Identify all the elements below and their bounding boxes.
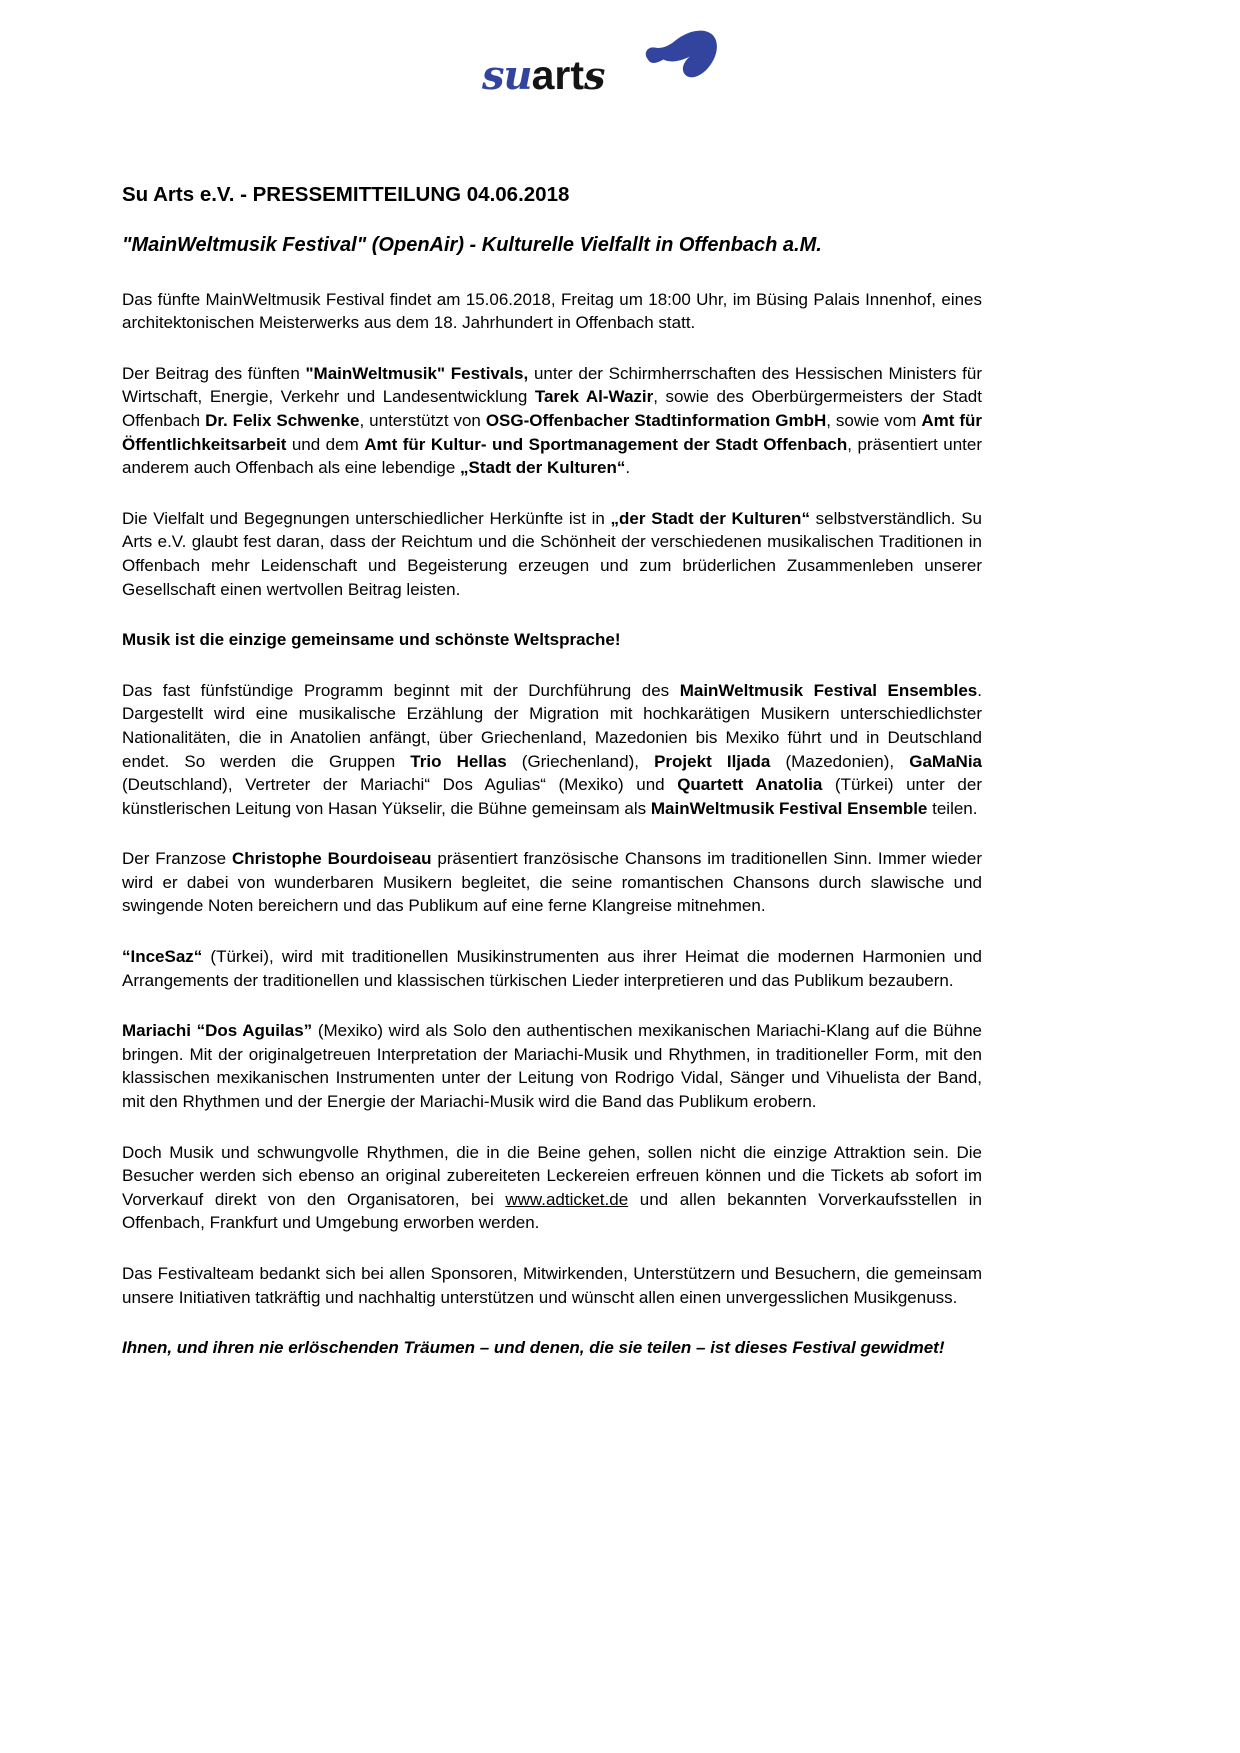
body-text: Doch Musik und schwungvolle Rhythmen, die in die Beine gehen, sollen nicht die einzige Attraktion sein. Die Besucher werden sich ebenso an original zubereiteten Leckereien erfreuen können und die Tickets ab sofort im Vorverkauf direkt von den Organisatoren, bei [122, 1142, 982, 1209]
body-text: . Dargestellt wird eine musikalische Erzählung der Migration mit hochkarätigen Musikern unterschiedlichster Nationalitäten, die in Anatolien anfängt, über Griechenland, Mazedonien bis Mexiko führt und in Deutschland endet. So werden die Gruppen [122, 680, 982, 771]
paragraph-diversity [122, 507, 982, 601]
paragraph-program [122, 679, 982, 821]
body-text: (Griechenland), [506, 751, 655, 771]
statement-dedication [122, 1336, 982, 1360]
body-text: teilen. [927, 798, 978, 818]
body-text: unter der Schirmherrschaften des Hessischen Ministers für Wirtschaft, Energie, Verkehr und Landesentwicklung [122, 363, 983, 407]
body-text: und allen bekannten Vorverkaufsstellen in Offenbach, Frankfurt und Umgebung erworben werden. [122, 1189, 982, 1233]
document-content [122, 183, 982, 1387]
body-text: Der Franzose [122, 849, 232, 869]
emphasized-text: Amt für Öffentlichkeitsarbeit [122, 410, 982, 454]
body-text: (Deutschland), Vertreter der Mariachi“ Dos Agulias“ (Mexiko) und [122, 775, 678, 795]
swoosh-icon [642, 24, 718, 86]
logo-text-art: art [531, 52, 585, 98]
emphasized-text: Trio Hellas [410, 751, 507, 771]
paragraph-intro [122, 288, 982, 335]
emphasized-text: MainWeltmusik Festival Ensemble [650, 798, 928, 818]
body-text: Das Festivalteam bedankt sich bei allen Sponsoren, Mitwirkenden, Unterstützern und Besuchern, die gemeinsam unsere Initiativen tatkräftig und nachhaltig unterstützen und wünscht allen einen unvergesslichen Musikgenuss. [122, 1264, 982, 1307]
emphasized-text: OSG-Offenbacher Stadtinformation GmbH [485, 410, 827, 430]
emphasized-text: MainWeltmusik Festival Ensembles [679, 680, 978, 700]
logo-text-s: s [584, 53, 606, 98]
paragraph-bourdoiseau [122, 847, 982, 918]
body-text: . [625, 458, 631, 478]
emphasized-text: Quartett Anatolia [677, 775, 823, 795]
body-text: (Mazedonien), [770, 751, 910, 771]
body-text: (Mexiko) wird als Solo den authentischen mexikanischen Mariachi-Klang auf die Bühne bringen. Mit der originalgetreuen Interpretation der Mariachi-Musik und Rhythmen, in traditioneller Form, mit den klassischen mexikanischen Instrumenten unter der Leitung von Rodrigo Vidal, Sänger und Vihuelista der Band, mit den Rhythmen und der Energie der Mariachi-Musik wird die Band das Publikum erobern. [122, 1021, 982, 1112]
emphasized-text: Amt für Kultur- und Sportmanagement der Stadt Offenbach [364, 434, 848, 454]
emphasized-text: GaMaNia [909, 751, 982, 771]
body-text: , unterstützt von [359, 410, 486, 430]
body-text: , sowie des Oberbürgermeisters der Stadt Offenbach [122, 387, 982, 430]
body-text: präsentiert französische Chansons im traditionellen Sinn. Immer wieder wird er dabei von wunderbaren Musikern begleitet, die seine romantischen Chansons durch slawische und swingende Noten bereichern und das Publikum auf eine ferne Klangreise mitnehmen. [122, 849, 982, 916]
body-text: und dem [286, 434, 365, 454]
body-text: (Türkei) unter der künstlerischen Leitung von Hasan Yükselir, die Bühne gemeinsam als [122, 775, 982, 818]
emphasized-text: „Stadt der Kulturen“ [460, 458, 626, 478]
emphasized-text: Projekt Iljada [654, 751, 771, 771]
body-text: Musik ist die einzige gemeinsame und schönste Weltsprache! [122, 630, 621, 650]
emphasized-text: "MainWeltmusik" Festivals, [305, 363, 529, 383]
emphasized-text: Tarek Al-Wazir [534, 387, 654, 407]
document-body [122, 288, 982, 1360]
paragraph-tickets [122, 1141, 982, 1235]
suarts-logo-text [482, 52, 606, 99]
paragraph-mariachi [122, 1019, 982, 1113]
body-text: Das fast fünfstündige Programm beginnt mit der Durchführung des [122, 680, 680, 700]
body-text: selbstverständlich. Su Arts e.V. glaubt fest daran, dass der Reichtum und die Schönheit der verschiedenen musikalischen Traditionen in Offenbach mehr Leidenschaft und Begeisterung erzeugen und zum brüderlichen Zusammenleben unserer Gesellschaft einen wertvollen Beitrag leisten. [122, 508, 982, 599]
body-text: Der Beitrag des fünften [122, 363, 306, 383]
statement-music [122, 628, 982, 652]
body-text: (Türkei), wird mit traditionellen Musikinstrumenten aus ihrer Heimat die modernen Harmonien und Arrangements der traditionellen und klassischen türkischen Lieder interpretieren und das Publikum bezaubern. [122, 947, 982, 990]
emphasized-text: Dr. Felix Schwenke [205, 410, 360, 430]
logo-text-su: su [482, 52, 532, 99]
emphasized-text: Mariachi “Dos Aguilas” [122, 1021, 313, 1041]
emphasized-text: Christophe Bourdoiseau [231, 849, 432, 869]
emphasized-text: „der Stadt der Kulturen“ [610, 508, 810, 528]
paragraph-incesaz [122, 945, 982, 992]
body-text: , sowie vom [826, 410, 922, 430]
suarts-logo [482, 28, 722, 98]
emphasized-text: “InceSaz“ [122, 947, 203, 967]
press-release-subtitle: "MainWeltmusik Festival" (OpenAir) - Kulturelle Vielfallt in Offenbach a.M. [122, 233, 822, 256]
press-release-title: Su Arts e.V. - PRESSEMITTEILUNG 04.06.2018 [122, 183, 570, 206]
paragraph-patronage [122, 362, 982, 480]
body-text: Die Vielfalt und Begegnungen unterschiedlicher Herkünfte ist in [122, 508, 611, 528]
body-text: , präsentiert unter anderem auch Offenbach als eine lebendige [122, 434, 982, 478]
body-text: Das fünfte MainWeltmusik Festival findet am 15.06.2018, Freitag um 18:00 Uhr, im Büsing Palais Innenhof, eines architektonischen Meisterwerks aus dem 18. Jahrhundert in Offenbach statt. [122, 289, 982, 333]
adticket-link[interactable]: www.adticket.de [505, 1189, 629, 1209]
body-text: Ihnen, und ihren nie erlöschenden Träumen – und denen, die sie teilen – ist dieses Festival gewidmet! [122, 1338, 945, 1358]
paragraph-thanks [122, 1262, 982, 1309]
